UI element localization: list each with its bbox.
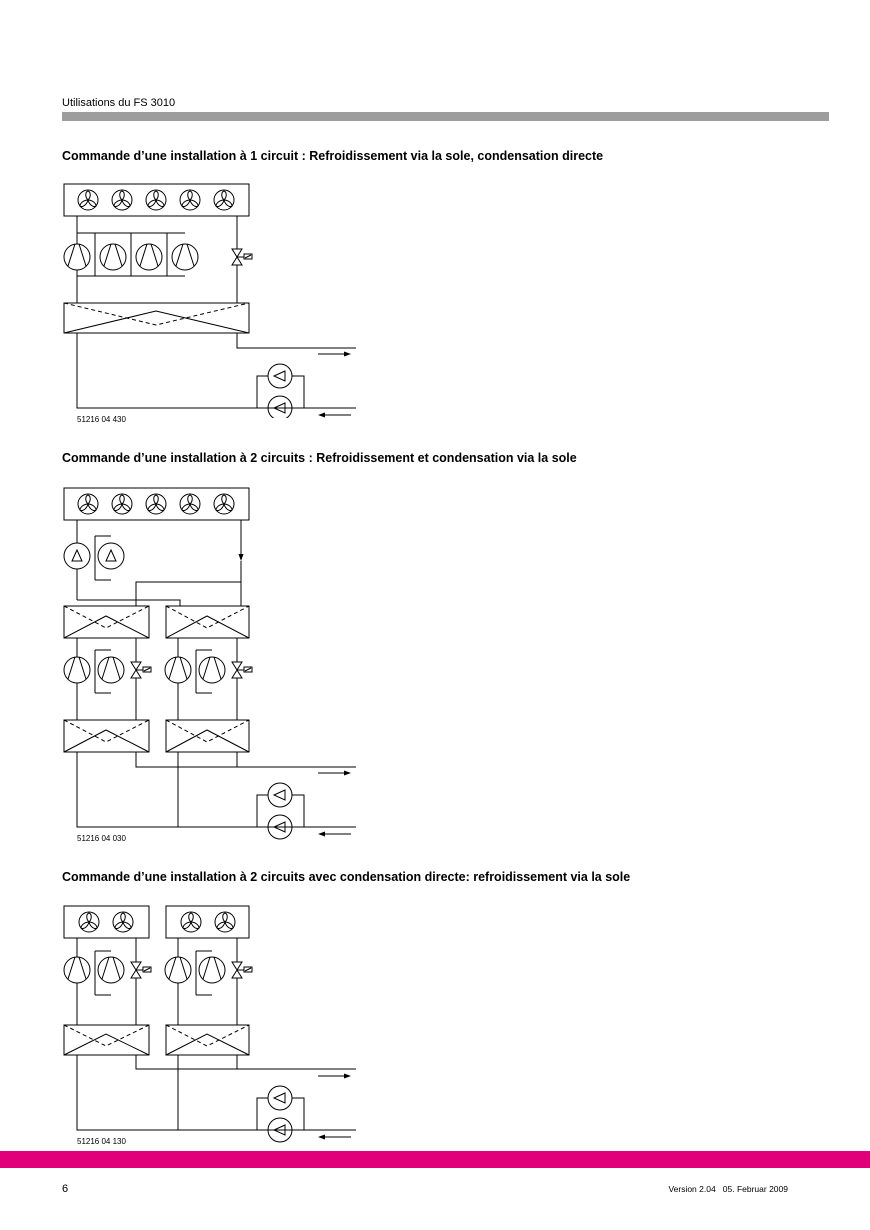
diagram-3 xyxy=(55,900,365,1150)
fan-icon xyxy=(112,494,132,514)
fan-icon xyxy=(146,190,166,210)
diagram-3-ref: 51216 04 130 xyxy=(77,1137,126,1146)
section-1-title: Commande d’une installation à 1 circuit : Refroidissement via la sole, condensation directe xyxy=(62,149,604,163)
fan-icon xyxy=(79,912,99,932)
diagram-1 xyxy=(55,178,365,418)
compressor-icon xyxy=(100,244,126,270)
compressor-icon xyxy=(199,657,225,683)
compressor-icon xyxy=(64,957,90,983)
heat-exchanger-icon xyxy=(64,720,149,752)
compressor-icon xyxy=(64,244,90,270)
pump-icon xyxy=(268,1086,292,1110)
diagram-2-ref: 51216 04 030 xyxy=(77,834,126,843)
flow-arrow-icon xyxy=(318,832,351,837)
pump-icon xyxy=(268,396,292,418)
expansion-valve-icon xyxy=(232,662,252,678)
heat-exchanger-icon xyxy=(166,720,249,752)
fan-icon xyxy=(146,494,166,514)
heat-exchanger-icon xyxy=(64,1025,149,1055)
fan-icon xyxy=(181,912,201,932)
compressor-icon xyxy=(165,657,191,683)
pump-icon xyxy=(98,543,124,569)
version-info: Version 2.04 05. Februar 2009 xyxy=(668,1184,788,1194)
fan-icon xyxy=(78,190,98,210)
expansion-valve-icon xyxy=(232,962,252,978)
pump-icon xyxy=(268,364,292,388)
compressor-icon xyxy=(64,657,90,683)
diagram-2 xyxy=(55,482,365,840)
diagram-1-ref: 51216 04 430 xyxy=(77,415,126,424)
flow-arrow-icon xyxy=(318,352,351,357)
compressor-icon xyxy=(98,657,124,683)
header-bar xyxy=(62,112,829,121)
fan-icon xyxy=(180,494,200,514)
section-2-title: Commande d’une installation à 2 circuits : Refroidissement et condensation via la sole xyxy=(62,451,577,465)
fan-icon xyxy=(78,494,98,514)
heat-exchanger-icon xyxy=(166,1025,249,1055)
pump-icon xyxy=(268,783,292,807)
fan-icon xyxy=(180,190,200,210)
compressor-icon xyxy=(98,957,124,983)
compressor-icon xyxy=(165,957,191,983)
flow-arrow-icon xyxy=(318,771,351,776)
flow-arrow-icon xyxy=(318,413,351,418)
compressor-icon xyxy=(199,957,225,983)
header-title: Utilisations du FS 3010 xyxy=(62,97,176,109)
heat-exchanger-icon xyxy=(166,606,249,638)
pump-icon xyxy=(64,543,90,569)
fan-icon xyxy=(113,912,133,932)
expansion-valve-icon xyxy=(131,962,151,978)
section-3-title: Commande d’une installation à 2 circuits avec condensation directe: refroidissement via la sole xyxy=(62,870,631,884)
flow-arrow-icon xyxy=(318,1074,351,1079)
condenser-fan-bank xyxy=(166,906,249,938)
fan-icon xyxy=(214,494,234,514)
heat-exchanger-icon xyxy=(64,606,149,638)
compressor-icon xyxy=(136,244,162,270)
flow-arrow-icon xyxy=(239,554,244,561)
expansion-valve-icon xyxy=(131,662,151,678)
footer-bar xyxy=(0,1151,870,1168)
fan-icon xyxy=(215,912,235,932)
compressor-icon xyxy=(172,244,198,270)
fan-icon xyxy=(214,190,234,210)
flow-arrow-icon xyxy=(318,1135,351,1140)
condenser-fan-bank xyxy=(64,906,149,938)
page-number: 6 xyxy=(62,1183,69,1195)
fan-icon xyxy=(112,190,132,210)
heat-exchanger-icon xyxy=(64,303,249,333)
expansion-valve-icon xyxy=(232,249,252,265)
